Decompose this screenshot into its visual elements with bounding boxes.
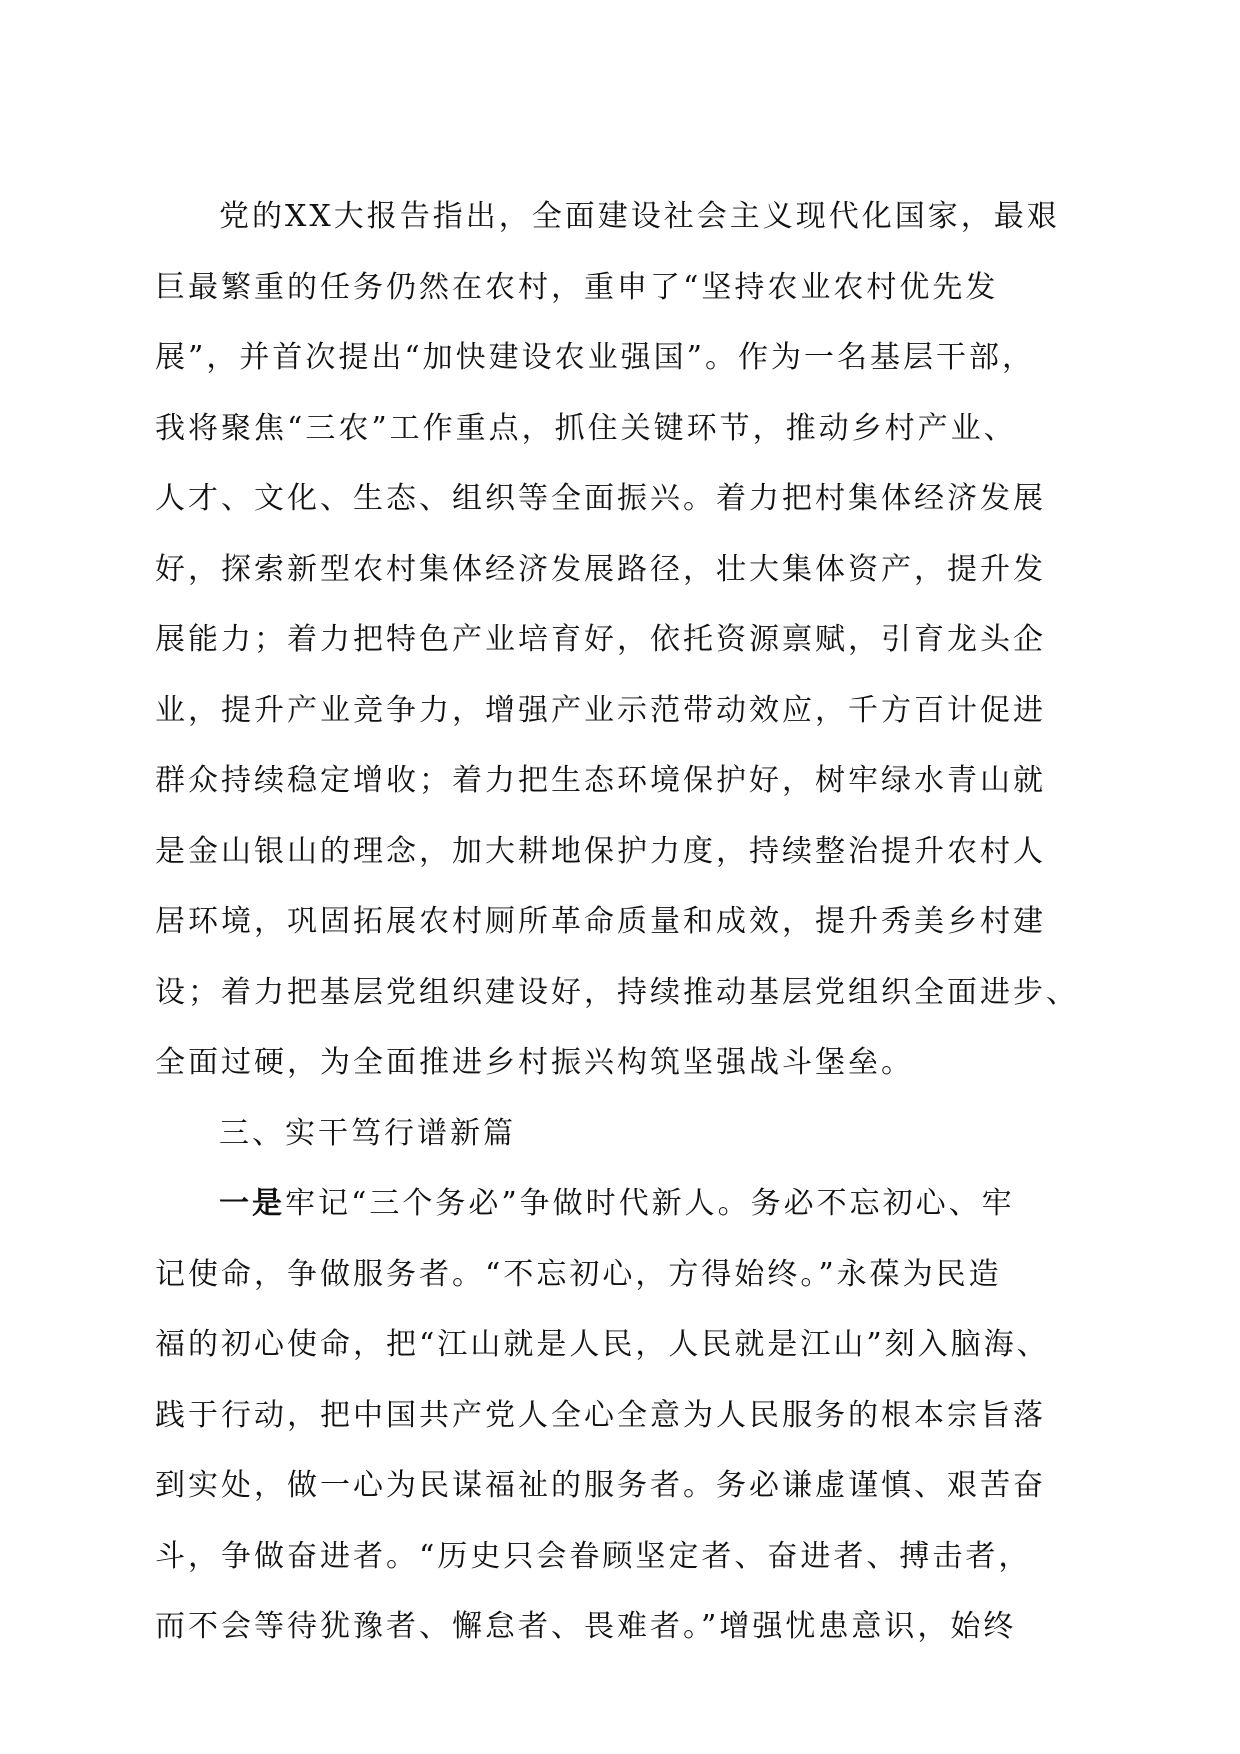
text-line: 而不会等待犹豫者、懈怠者、畏难者。”增强忧患意识，始终	[155, 1609, 1017, 1644]
text-line: 践于行动，把中国共产党人全心全意为人民服务的根本宗旨落	[155, 1397, 1046, 1433]
lead-line-text: 牢记“三个务必”争做时代新人。务必不忘初心、牢	[285, 1186, 1015, 1221]
text-line: 我将聚焦“三农”工作重点，抓住关键环节，推动乡村产业、	[155, 410, 1017, 446]
text-line: 展”，并首次提出“加快建设农业强国”。作为一名基层干部，	[155, 340, 1036, 375]
text-line: 人才、文化、生态、组织等全面振兴。着力把村集体经济发展	[155, 481, 1046, 516]
text-line: 记使命，争做服务者。“不忘初心，方得始终。”永葆为民造	[155, 1256, 1002, 1292]
text-line: 巨最繁重的任务仍然在农村，重申了“坚持农业农村优先发	[155, 269, 999, 305]
text-line: 业，提升产业竞争力，增强产业示范带动效应，千方百计促进	[155, 692, 1046, 728]
document-body	[155, 182, 1095, 1663]
text-line: 党的XX大报告指出，全面建设社会主义现代化国家，最艰	[219, 199, 1060, 234]
paragraph-rural-revitalization	[155, 182, 1095, 1099]
paragraph-three-musts	[155, 1169, 1095, 1663]
text-line: 好，探索新型农村集体经济发展路径，壮大集体资产，提升发	[155, 551, 1046, 587]
text-line: 设；着力把基层党组织建设好，持续推动基层党组织全面进步、	[155, 974, 1079, 1010]
text-line: 全面过硬，为全面推进乡村振兴构筑坚强战斗堡垒。	[155, 1045, 914, 1080]
text-line-lead	[155, 1169, 1095, 1240]
text-line: 斗，争做奋进者。“历史只会眷顾坚定者、奋进者、搏击者，	[155, 1538, 1032, 1574]
section-heading: 三、实干笃行谱新篇	[219, 1115, 516, 1151]
lead-phrase: 一是	[219, 1186, 285, 1221]
text-line: 群众持续稳定增收；着力把生态环境保护好，树牢绿水青山就	[155, 763, 1046, 798]
text-line: 福的初心使命，把“江山就是人民，人民就是江山”刻入脑海、	[155, 1327, 1050, 1362]
text-line: 居环境，巩固拓展农村厕所革命质量和成效，提升秀美乡村建	[155, 904, 1046, 939]
text-line: 展能力；着力把特色产业培育好，依托资源禀赋，引育龙头企	[155, 622, 1046, 657]
text-line: 是金山银山的理念，加大耕地保护力度，持续整治提升农村人	[155, 833, 1046, 869]
text-line: 到实处，做一心为民谋福祉的服务者。务必谦虚谨慎、艰苦奋	[155, 1468, 1046, 1503]
